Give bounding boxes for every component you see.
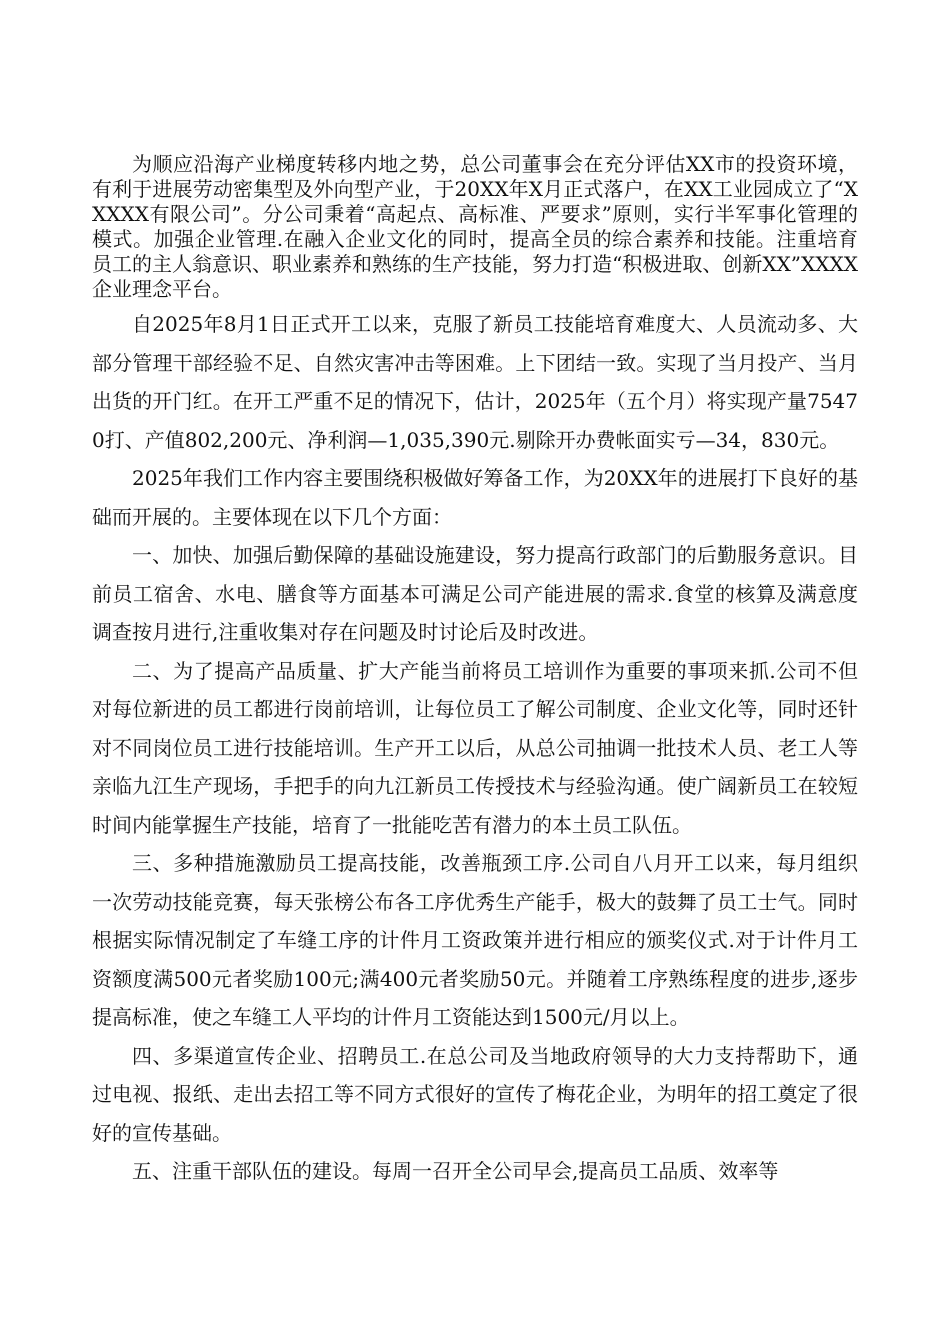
- paragraph-company-intro: 为顺应沿海产业梯度转移内地之势，总公司董事会在充分评估XX市的投资环境，有利于进展劳动密集型及外向型产业，于20XX年X月正式落户，在XX工业园成立了“XXXXX有限公司”。分公司秉着“高起点、高标准、严要求”原则，实行半军事化管理的模式。加强企业管理.在融入企业文化的同时，提高全员的综合素养和技能。注重培育员工的主人翁意识、职业素养和熟练的生产技能，努力打造“积极进取、创新XX”XXXX企业理念平台。: [92, 152, 858, 301]
- paragraph-point-one-logistics: 一、加快、加强后勤保障的基础设施建设，努力提高行政部门的后勤服务意识。目前员工宿舍、水电、膳食等方面基本可满足公司产能进展的需求.食堂的核算及满意度调查按月进行,注重收集对存在问题及时讨论后及时改进。: [92, 543, 858, 644]
- paragraph-operations-summary: 自2025年8月1日正式开工以来，克服了新员工技能培育难度大、人员流动多、大部分管理干部经验不足、自然灾害冲击等困难。上下团结一致。实现了当月投产、当月出货的开门红。在开工严重不足的情况下，估计，2025年（五个月）将实现产量75470打、产值802,200元、净利润—1,035,390元.剔除开办费帐面实亏—34，830元。: [92, 312, 858, 452]
- document-page: [92, 152, 858, 1191]
- paragraph-point-two-training: 二、为了提高产品质量、扩大产能当前将员工培训作为重要的事项来抓.公司不但对每位新进的员工都进行岗前培训，让每位员工了解公司制度、企业文化等，同时还针对不同岗位员工进行技能培训。生产开工以后，从总公司抽调一批技术人员、老工人等亲临九江生产现场，手把手的向九江新员工传授技术与经验沟通。使广阔新员工在较短时间内能掌握生产技能，培育了一批能吃苦有潜力的本土员工队伍。: [92, 658, 858, 837]
- paragraph-point-five-cadres: 五、注重干部队伍的建设。每周一召开全公司早会,提高员工品质、效率等: [132, 1159, 779, 1183]
- paragraph-work-overview: 2025年我们工作内容主要围绕积极做好筹备工作，为20XX年的进展打下良好的基础而开展的。主要体现在以下几个方面：: [92, 466, 858, 529]
- paragraph-point-four-recruitment: 四、多渠道宣传企业、招聘员工.在总公司及当地政府领导的大力支持帮助下，通过电视、报纸、走出去招工等不同方式很好的宣传了梅花企业，为明年的招工奠定了很好的宣传基础。: [92, 1043, 858, 1145]
- paragraph-point-three-incentives: 三、多种措施激励员工提高技能，改善瓶颈工序.公司自八月开工以来，每月组织一次劳动技能竞赛，每天张榜公布各工序优秀生产能手，极大的鼓舞了员工士气。同时根据实际情况制定了车缝工序的计件月工资政策并进行相应的颁奖仪式.对于计件月工资额度满500元者奖励100元;满400元者奖励50元。并随着工序熟练程度的进步,逐步提高标准，使之车缝工人平均的计件月工资能达到1500元/月以上。: [92, 851, 858, 1029]
